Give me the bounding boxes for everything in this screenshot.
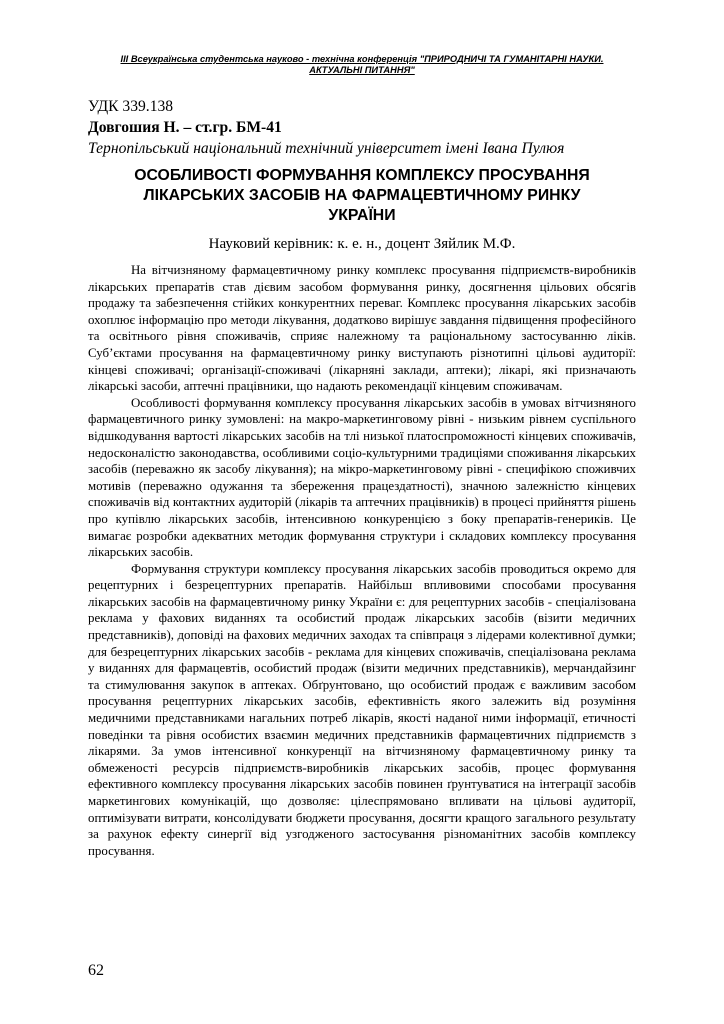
paragraph-1: На вітчизняному фармацевтичному ринку комплекс просування підприємств-виробників лікарських препаратів став дієвим засобом формування ринку, досягнення цільових обсягів продажу та забезпечення стійких конкурентних переваг. Комплекс просування лікарських засобів охоплює інформацію про методи лікування, додатково вирішує завдання підвищення професійного та освітнього рівня споживачів, сприяє належному та раціональному застосуванню ліків. Суб’єктами просування на фармацевтичному ринку виступають різнотипні цільові аудиторії: кінцеві споживачі; організації-споживачі (лікарняні заклади, аптеки); лікарі, які призначають лікарські засоби, аптечні працівники, що надають рекомендації кінцевим споживачам. [88,263,636,394]
title-line-1: ОСОБЛИВОСТІ ФОРМУВАННЯ КОМПЛЕКСУ ПРОСУВАННЯ [134,167,590,184]
article-title [88,166,636,226]
conference-header-line1: III Всеукраїнська студентська науково - технічна конференція "ПРИРОДНИЧІ ТА ГУМАНІТАРНІ НАУКИ. [120,54,604,64]
supervisor-line: Науковий керівник: к. е. н., доцент Зяйлик М.Ф. [208,236,516,252]
page-number: 62 [88,962,104,979]
article-meta [88,96,636,159]
author-line: Довгошия Н. – ст.гр. БМ-41 [88,119,282,136]
conference-header [90,54,634,76]
udc-code: УДК 339.138 [88,98,174,115]
conference-header-line2: АКТУАЛЬНІ ПИТАННЯ" [309,65,415,75]
title-line-3: УКРАЇНИ [328,207,396,224]
title-line-2: ЛІКАРСЬКИХ ЗАСОБІВ НА ФАРМАЦЕВТИЧНОМУ РИНКУ [143,187,581,204]
paragraph-3: Формування структури комплексу просування лікарських засобів проводиться окремо для рецептурних і безрецептурних препаратів. Найбільш впливовими способами просування лікарських засобів на фармацевтичному ринку України є: для рецептурних засобів - спеціалізована реклама у фахових виданнях та особистий продаж лікарських засобів (візити медичних представників), доповіді на фахових медичних заходах та співпраця з лідерами колективної думки; для безрецептурних лікарських засобів - реклама для кінцевих споживачів, спеціалізована реклама у виданнях для фармацевтів, особистий продаж (візити медичних представників), мерчандайзинг та стимулювання закупок в аптеках. Обґрунтовано, що особистий продаж є важливим засобом просування рецептурних лікарських засобів, ефективність якого залежить від розуміння медичними представниками нагальних потреб лікарів, якості наданої ними інформації, етичності поведінки та рівня особистих взаємин медичних представників фармацевтичних підприємств з лікарями. За умов інтенсивної конкуренції на вітчизняному фармацевтичному ринку та обмеженості ресурсів підприємств-виробників лікарських засобів, процес формування ефективного комплексу просування лікарських засобів повинен ґрунтуватися на інтеграції засобів маркетингових комунікацій, що дозволяє: цілеспрямовано впливати на цільові аудиторії, оптимізувати витрати, консолідувати бюджети просування, досягти кращого загального результату за рахунок ефекту синергії від узгодженого застосування різноманітних засобів комплексу просування. [88,561,636,858]
article-body [88,262,636,859]
paragraph-2: Особливості формування комплексу просування лікарських засобів в умовах вітчизняного фармацевтичного ринку зумовлені: на макро-маркетинговому рівні - низьким рівнем суспільного відшкодування вартості лікарських засобів на тлі низької платоспроможності кінцевих споживачів, недосконалістю законодавства, особливими соціо-культурними традиціями споживання лікарських засобів (переважно як засобу лікування); на мікро-маркетинговому рівні - специфікою споживчих мотивів (переважно одужання та збереження працездатності), значною залежністю кінцевих споживачів від контактних аудиторій (лікарів та аптечних працівників) в процесі прийняття рішень про купівлю лікарських засобів, інтенсивною конкуренцією з боку препаратів-генериків. Це вимагає розробки адекватних методик формування структури і складових комплексу просування лікарських засобів. [88,395,636,560]
affiliation: Тернопільський національний технічний університет імені Івана Пулюя [88,140,565,157]
